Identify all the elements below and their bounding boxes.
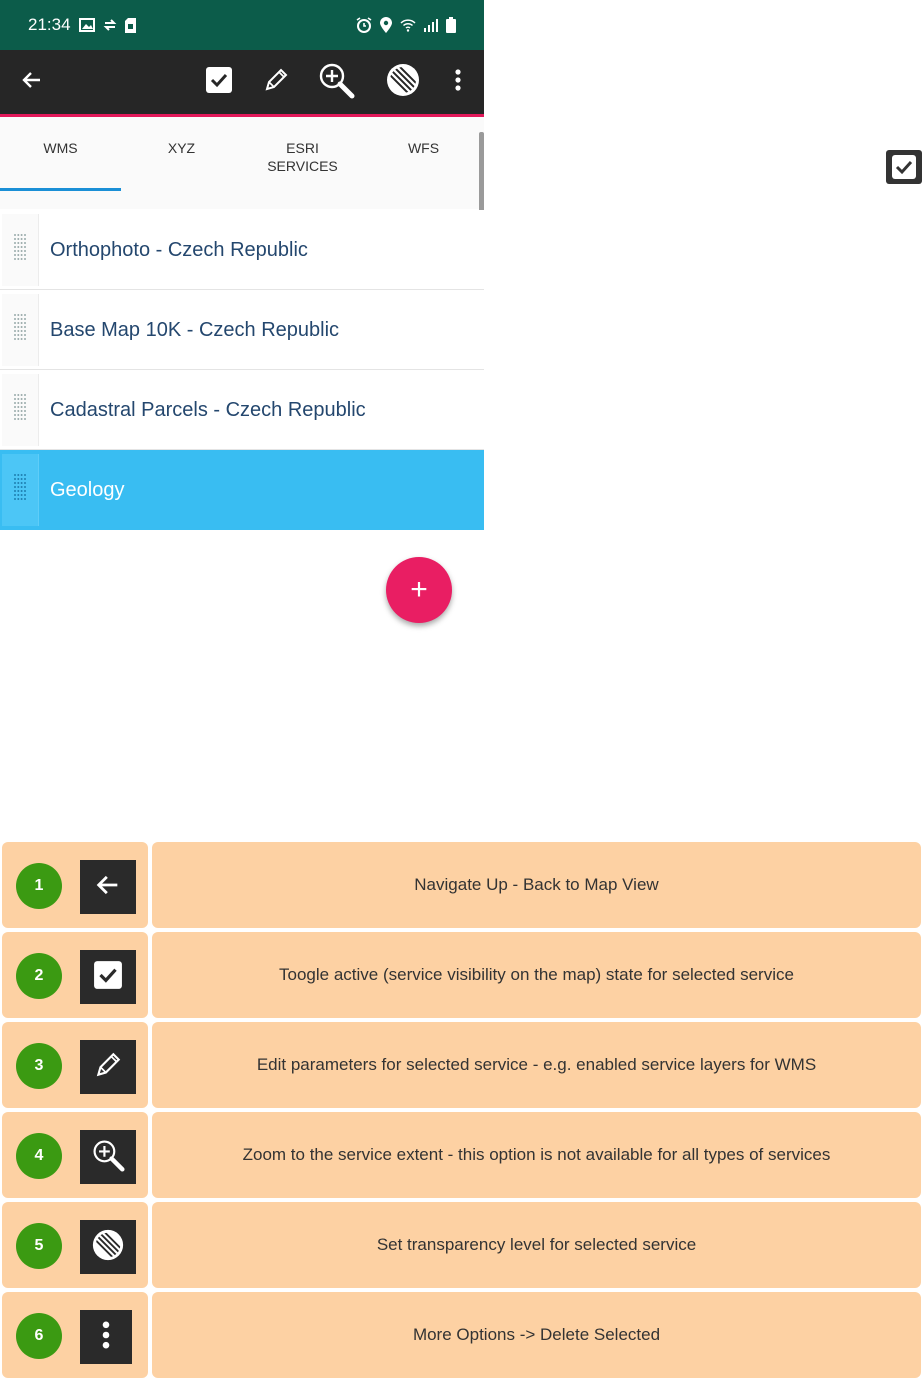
back-arrow-icon xyxy=(20,68,44,97)
more-options-button[interactable] xyxy=(436,60,480,104)
legend-row xyxy=(0,1022,923,1108)
step-number: 1 xyxy=(16,863,62,909)
zoom-in-icon xyxy=(317,61,355,104)
edit-button[interactable] xyxy=(254,60,298,104)
step-number: 2 xyxy=(16,953,62,999)
legend-description: Zoom to the service extent - this option is not available for all types of services xyxy=(152,1112,921,1198)
drag-handle[interactable] xyxy=(2,454,39,526)
zoom-to-extent-button[interactable] xyxy=(314,60,358,104)
status-bar xyxy=(0,0,484,50)
list-item[interactable] xyxy=(0,210,484,290)
pencil-icon xyxy=(262,66,290,99)
plus-icon: + xyxy=(410,573,428,606)
service-type-tabs xyxy=(0,117,484,209)
transparency-icon xyxy=(385,62,421,103)
checkbox-icon xyxy=(205,66,233,99)
legend-description: More Options -> Delete Selected xyxy=(152,1292,921,1378)
back-arrow-icon xyxy=(94,871,122,904)
tab-xyz[interactable]: XYZ xyxy=(167,140,196,156)
wifi-icon xyxy=(400,18,416,32)
drag-handle-icon xyxy=(13,473,27,508)
status-time: 21:34 xyxy=(28,15,71,34)
step-number: 6 xyxy=(16,1313,62,1359)
more-vert-icon xyxy=(102,1321,110,1354)
sd-card-icon xyxy=(125,18,136,33)
alarm-icon xyxy=(356,17,372,33)
tab-wms[interactable]: WMS xyxy=(43,140,78,156)
add-service-button[interactable] xyxy=(386,557,452,623)
step-number: 5 xyxy=(16,1223,62,1269)
drag-handle-icon xyxy=(13,313,27,348)
legend-row xyxy=(0,1202,923,1288)
checkbox-icon xyxy=(886,150,922,184)
service-name: Base Map 10K - Czech Republic xyxy=(50,319,340,341)
list-item-selected[interactable] xyxy=(0,450,484,530)
drag-handle[interactable] xyxy=(2,294,39,366)
legend-description: Toogle active (service visibility on the map) state for selected service xyxy=(152,932,921,1018)
legend-row xyxy=(0,842,923,928)
toggle-active-button[interactable] xyxy=(197,60,241,104)
checkbox-icon xyxy=(93,960,123,995)
battery-icon xyxy=(446,17,456,33)
tab-esri-services[interactable]: ESRI SERVICES xyxy=(267,140,338,174)
legend-row xyxy=(0,1112,923,1198)
transparency-icon xyxy=(91,1228,125,1267)
phone-screen xyxy=(0,0,484,640)
gallery-icon xyxy=(79,18,95,32)
app-toolbar xyxy=(0,50,484,117)
list-item[interactable] xyxy=(0,290,484,370)
list-item[interactable] xyxy=(0,370,484,450)
legend-description: Set transparency level for selected service xyxy=(152,1202,921,1288)
legend-row xyxy=(0,932,923,1018)
drag-handle-icon xyxy=(13,233,27,268)
back-button[interactable] xyxy=(10,60,54,104)
service-name: Orthophoto - Czech Republic xyxy=(50,239,308,261)
drag-handle[interactable] xyxy=(2,374,39,446)
location-icon xyxy=(380,17,392,33)
drag-handle-icon xyxy=(13,393,27,428)
transparency-button[interactable] xyxy=(381,60,425,104)
active-tab-indicator xyxy=(0,188,121,191)
legend-description: Navigate Up - Back to Map View xyxy=(152,842,921,928)
step-number: 4 xyxy=(16,1133,62,1179)
pencil-icon xyxy=(93,1050,123,1085)
legend-row xyxy=(0,1292,923,1378)
legend-description: Edit parameters for selected service - e.g. enabled service layers for WMS xyxy=(152,1022,921,1108)
sync-icon xyxy=(103,18,117,32)
service-name: Cadastral Parcels - Czech Republic xyxy=(50,399,366,421)
tab-wfs[interactable]: WFS xyxy=(407,140,440,156)
service-name: Geology xyxy=(50,479,125,501)
more-vert-icon xyxy=(455,69,461,96)
signal-icon xyxy=(424,18,438,32)
step-number: 3 xyxy=(16,1043,62,1089)
zoom-in-icon xyxy=(91,1138,125,1177)
drag-handle[interactable] xyxy=(2,214,39,286)
